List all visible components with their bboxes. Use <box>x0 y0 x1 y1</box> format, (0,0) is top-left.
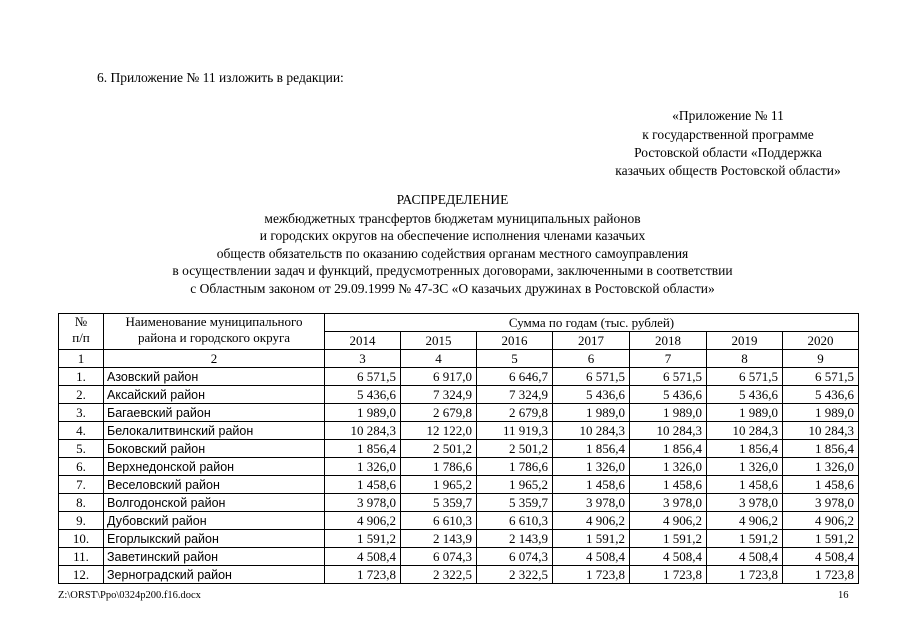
amount-cell: 4 508,4 <box>553 548 630 566</box>
district-name: Волгодонской район <box>104 494 325 512</box>
amount-cell: 11 919,3 <box>477 422 553 440</box>
amount-cell: 1 989,0 <box>630 404 707 422</box>
column-number: 9 <box>783 350 859 368</box>
amount-cell: 1 723,8 <box>325 566 401 584</box>
row-number: 12. <box>59 566 104 584</box>
amount-cell: 4 906,2 <box>707 512 783 530</box>
amount-cell: 6 646,7 <box>477 368 553 386</box>
column-number: 6 <box>553 350 630 368</box>
distribution-table <box>58 313 859 584</box>
amount-cell: 10 284,3 <box>630 422 707 440</box>
column-number: 2 <box>104 350 325 368</box>
title-line-1: межбюджетных трансфертов бюджетам муниципальных районов <box>264 211 641 226</box>
amount-cell: 1 989,0 <box>553 404 630 422</box>
amount-cell: 1 856,4 <box>707 440 783 458</box>
amount-cell: 4 906,2 <box>630 512 707 530</box>
amount-cell: 1 786,6 <box>477 458 553 476</box>
amount-cell: 1 989,0 <box>707 404 783 422</box>
amount-cell: 1 856,4 <box>630 440 707 458</box>
amount-cell: 4 906,2 <box>553 512 630 530</box>
column-number: 8 <box>707 350 783 368</box>
intro-paragraph: 6. Приложение № 11 изложить в редакции: <box>97 70 344 85</box>
amount-cell: 4 508,4 <box>630 548 707 566</box>
table-row <box>59 368 859 386</box>
district-name: Дубовский район <box>104 512 325 530</box>
table-row <box>59 476 859 494</box>
amount-cell: 4 508,4 <box>707 548 783 566</box>
amount-cell: 6 074,3 <box>401 548 477 566</box>
amount-cell: 1 458,6 <box>783 476 859 494</box>
amount-cell: 1 591,2 <box>630 530 707 548</box>
appendix-line-1: «Приложение № 11 <box>672 108 784 123</box>
header-number-line-2: п/п <box>72 330 90 345</box>
amount-cell: 6 610,3 <box>477 512 553 530</box>
amount-cell: 6 610,3 <box>401 512 477 530</box>
amount-cell: 1 723,8 <box>630 566 707 584</box>
appendix-line-2: к государственной программе <box>642 127 814 142</box>
district-name: Зерноградский район <box>104 566 325 584</box>
table-row <box>59 548 859 566</box>
column-number: 1 <box>59 350 104 368</box>
amount-cell: 1 786,6 <box>401 458 477 476</box>
amount-cell: 1 591,2 <box>783 530 859 548</box>
amount-cell: 1 723,8 <box>783 566 859 584</box>
row-number: 2. <box>59 386 104 404</box>
amount-cell: 1 856,4 <box>783 440 859 458</box>
amount-cell: 4 906,2 <box>325 512 401 530</box>
table-row <box>59 512 859 530</box>
amount-cell: 1 326,0 <box>783 458 859 476</box>
header-year: 2017 <box>553 332 630 350</box>
amount-cell: 3 978,0 <box>707 494 783 512</box>
column-number: 4 <box>401 350 477 368</box>
amount-cell: 10 284,3 <box>325 422 401 440</box>
page-number: 16 <box>838 590 849 601</box>
column-numbers-row <box>59 350 859 368</box>
district-name: Азовский район <box>104 368 325 386</box>
header-year: 2019 <box>707 332 783 350</box>
table-row <box>59 386 859 404</box>
amount-cell: 3 978,0 <box>783 494 859 512</box>
appendix-line-4: казачьих обществ Ростовской области» <box>615 163 841 178</box>
district-name: Белокалитвинский район <box>104 422 325 440</box>
amount-cell: 2 143,9 <box>401 530 477 548</box>
title-line-5: с Областным законом от 29.09.1999 № 47-ЗС «О казачьих дружинах в Ростовской области» <box>190 281 715 296</box>
amount-cell: 3 978,0 <box>630 494 707 512</box>
header-sum: Сумма по годам (тыс. рублей) <box>325 314 859 332</box>
header-year: 2015 <box>401 332 477 350</box>
amount-cell: 6 571,5 <box>707 368 783 386</box>
amount-cell: 1 965,2 <box>401 476 477 494</box>
amount-cell: 6 571,5 <box>783 368 859 386</box>
table-row <box>59 440 859 458</box>
district-name: Заветинский район <box>104 548 325 566</box>
amount-cell: 1 591,2 <box>707 530 783 548</box>
table-row <box>59 494 859 512</box>
row-number: 11. <box>59 548 104 566</box>
column-number: 5 <box>477 350 553 368</box>
appendix-line-3: Ростовской области «Поддержка <box>634 145 822 160</box>
amount-cell: 1 458,6 <box>553 476 630 494</box>
district-name: Багаевский район <box>104 404 325 422</box>
amount-cell: 2 322,5 <box>477 566 553 584</box>
amount-cell: 1 326,0 <box>630 458 707 476</box>
amount-cell: 5 359,7 <box>477 494 553 512</box>
amount-cell: 10 284,3 <box>783 422 859 440</box>
table-row <box>59 404 859 422</box>
amount-cell: 1 458,6 <box>707 476 783 494</box>
footer-file-path: Z:\ORST\Ppo\0324p200.f16.docx <box>58 590 201 601</box>
header-name <box>104 314 325 350</box>
amount-cell: 1 989,0 <box>325 404 401 422</box>
amount-cell: 5 436,6 <box>707 386 783 404</box>
row-number: 9. <box>59 512 104 530</box>
amount-cell: 1 326,0 <box>325 458 401 476</box>
row-number: 6. <box>59 458 104 476</box>
amount-cell: 1 856,4 <box>553 440 630 458</box>
amount-cell: 3 978,0 <box>553 494 630 512</box>
title-line-2: и городских округов на обеспечение исполнения членами казачьих <box>259 228 646 243</box>
table-row <box>59 566 859 584</box>
amount-cell: 10 284,3 <box>707 422 783 440</box>
amount-cell: 1 965,2 <box>477 476 553 494</box>
district-name: Егорлыкский район <box>104 530 325 548</box>
document-title: РАСПРЕДЕЛЕНИЕ <box>396 192 509 207</box>
amount-cell: 6 571,5 <box>553 368 630 386</box>
title-line-3: обществ обязательств по оказанию содействия органам местного самоуправления <box>216 246 689 261</box>
amount-cell: 7 324,9 <box>401 386 477 404</box>
amount-cell: 4 906,2 <box>783 512 859 530</box>
amount-cell: 6 571,5 <box>325 368 401 386</box>
header-number <box>59 314 104 350</box>
row-number: 3. <box>59 404 104 422</box>
title-line-4: в осуществлении задач и функций, предусмотренных договорами, заключенными в соответствии <box>172 263 733 278</box>
amount-cell: 6 571,5 <box>630 368 707 386</box>
amount-cell: 1 723,8 <box>707 566 783 584</box>
amount-cell: 1 458,6 <box>630 476 707 494</box>
district-name: Аксайский район <box>104 386 325 404</box>
row-number: 4. <box>59 422 104 440</box>
table-row <box>59 458 859 476</box>
district-name: Веселовский район <box>104 476 325 494</box>
row-number: 7. <box>59 476 104 494</box>
header-name-line-1: Наименование муниципального <box>125 314 303 329</box>
column-number: 7 <box>630 350 707 368</box>
amount-cell: 2 143,9 <box>477 530 553 548</box>
amount-cell: 1 458,6 <box>325 476 401 494</box>
header-year: 2016 <box>477 332 553 350</box>
amount-cell: 2 501,2 <box>477 440 553 458</box>
amount-cell: 5 436,6 <box>553 386 630 404</box>
amount-cell: 1 591,2 <box>325 530 401 548</box>
row-number: 5. <box>59 440 104 458</box>
district-name: Боковский район <box>104 440 325 458</box>
amount-cell: 3 978,0 <box>325 494 401 512</box>
amount-cell: 10 284,3 <box>553 422 630 440</box>
amount-cell: 1 989,0 <box>783 404 859 422</box>
amount-cell: 2 679,8 <box>477 404 553 422</box>
row-number: 10. <box>59 530 104 548</box>
amount-cell: 6 074,3 <box>477 548 553 566</box>
amount-cell: 5 436,6 <box>783 386 859 404</box>
table-row <box>59 530 859 548</box>
header-year: 2020 <box>783 332 859 350</box>
amount-cell: 2 322,5 <box>401 566 477 584</box>
amount-cell: 2 679,8 <box>401 404 477 422</box>
amount-cell: 4 508,4 <box>325 548 401 566</box>
row-number: 8. <box>59 494 104 512</box>
amount-cell: 4 508,4 <box>783 548 859 566</box>
column-number: 3 <box>325 350 401 368</box>
header-year: 2018 <box>630 332 707 350</box>
amount-cell: 12 122,0 <box>401 422 477 440</box>
amount-cell: 1 856,4 <box>325 440 401 458</box>
amount-cell: 1 591,2 <box>553 530 630 548</box>
amount-cell: 7 324,9 <box>477 386 553 404</box>
amount-cell: 1 326,0 <box>707 458 783 476</box>
amount-cell: 2 501,2 <box>401 440 477 458</box>
amount-cell: 1 326,0 <box>553 458 630 476</box>
amount-cell: 6 917,0 <box>401 368 477 386</box>
header-year: 2014 <box>325 332 401 350</box>
amount-cell: 5 436,6 <box>325 386 401 404</box>
district-name: Верхнедонской район <box>104 458 325 476</box>
row-number: 1. <box>59 368 104 386</box>
header-name-line-2: района и городского округа <box>137 330 291 345</box>
header-number-line-1: № <box>74 314 88 329</box>
amount-cell: 1 723,8 <box>553 566 630 584</box>
amount-cell: 5 436,6 <box>630 386 707 404</box>
table-row <box>59 422 859 440</box>
amount-cell: 5 359,7 <box>401 494 477 512</box>
